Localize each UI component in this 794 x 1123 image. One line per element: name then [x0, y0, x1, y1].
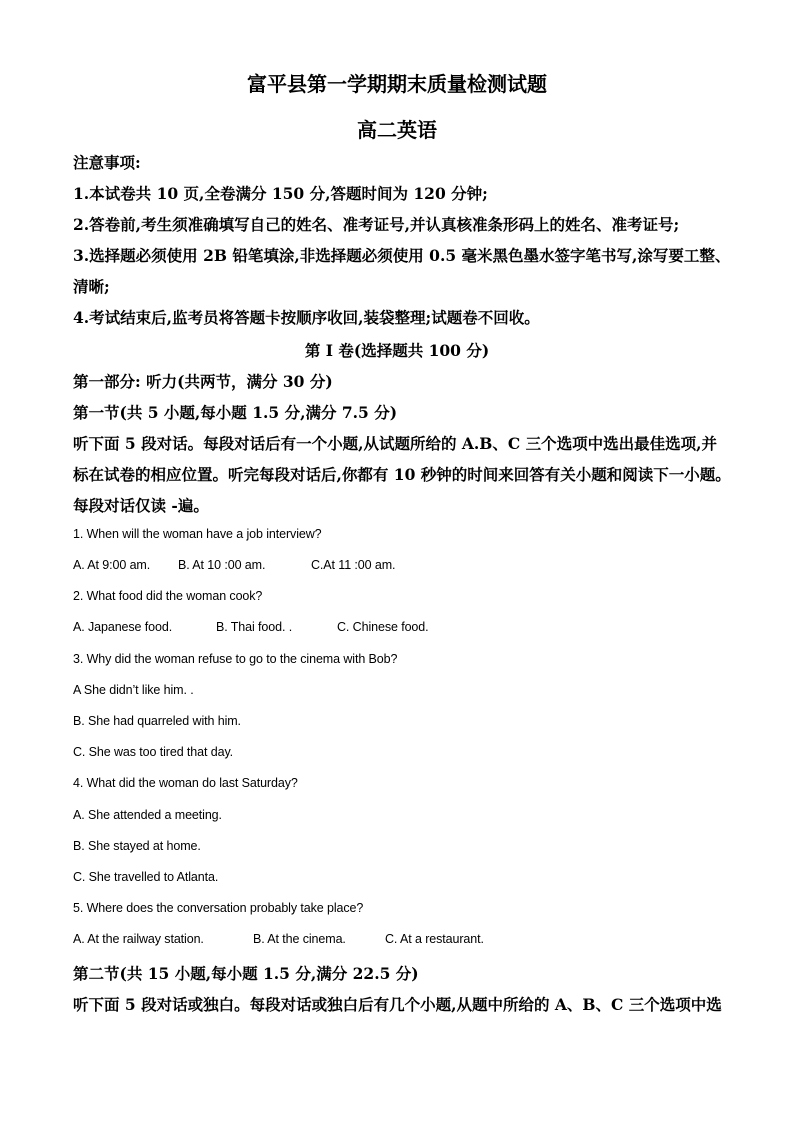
notes-heading: 注意事项: [73, 153, 141, 172]
option-c: C.At 11 :00 am. [311, 558, 396, 572]
exam-subtitle: 高二英语 [357, 118, 437, 142]
section-instruction: 每段对话仅读 -遍。 [73, 496, 209, 515]
option-b: B. At the cinema. [253, 932, 346, 946]
option-a: A. At the railway station. [73, 932, 204, 946]
question-text: 4. What did the woman do last Saturday? [73, 776, 298, 790]
option-b: B. She stayed at home. [73, 839, 201, 853]
note-item: 1.本试卷共 10 页,全卷满分 150 分,答题时间为 120 分钟; [73, 184, 488, 203]
section-heading: 第一节(共 5 小题,每小题 1.5 分,满分 7.5 分) [73, 403, 398, 422]
section-heading: 第二节(共 15 小题,每小题 1.5 分,满分 22.5 分) [73, 964, 419, 983]
volume-heading: 第 I 卷(选择题共 100 分) [304, 341, 490, 360]
option-a: A. Japanese food. [73, 620, 173, 634]
question-text: 5. Where does the conversation probably take place? [73, 901, 364, 915]
option-b: B. At 10 :00 am. [178, 558, 266, 572]
option-a: A. She attended a meeting. [73, 808, 222, 822]
option-c: C. She was too tired that day. [73, 745, 234, 759]
option-c: C. She travelled to Atlanta. [73, 870, 219, 884]
option-b: B. Thai food. . [216, 620, 293, 634]
section-instruction: 听下面 5 段对话。每段对话后有一个小题,从试题所给的 A.B、C 三个选项中选出最佳选项,并 [73, 434, 718, 453]
question-text: 3. Why did the woman refuse to go to the cinema with Bob? [73, 652, 398, 666]
question-text: 2. What food did the woman cook? [73, 589, 263, 603]
note-item: 2.答卷前,考生须准确填写自己的姓名、准考证号,并认真核准条形码上的姓名、准考证号; [73, 215, 680, 234]
note-item: 4.考试结束后,监考员将答题卡按顺序收回,装袋整理;试题卷不回收。 [73, 308, 540, 327]
section-instruction: 标在试卷的相应位置。听完每段对话后,你都有 10 秒钟的时间来回答有关小题和阅读下一小题。 [73, 465, 731, 484]
exam-title: 富平县第一学期期末质量检测试题 [247, 72, 547, 96]
option-a: A. At 9:00 am. [73, 558, 151, 572]
option-b: B. She had quarreled with him. [73, 714, 241, 728]
section-instruction: 听下面 5 段对话或独白。每段对话或独白后有几个小题,从题中所给的 A、B、C 三个选项中选 [73, 995, 722, 1014]
option-c: C. At a restaurant. [385, 932, 484, 946]
note-item: 3.选择题必须使用 2B 铅笔填涂,非选择题必须使用 0.5 毫米黑色墨水签字笔书写,涂写要工整、 [73, 246, 731, 265]
note-item: 清晰; [73, 277, 110, 296]
part-heading: 第一部分: 听力(共两节，满分 30 分) [73, 372, 333, 391]
option-c: C. Chinese food. [337, 620, 429, 634]
option-a: A She didn’t like him. . [73, 683, 194, 697]
question-text: 1. When will the woman have a job interview? [73, 527, 322, 541]
